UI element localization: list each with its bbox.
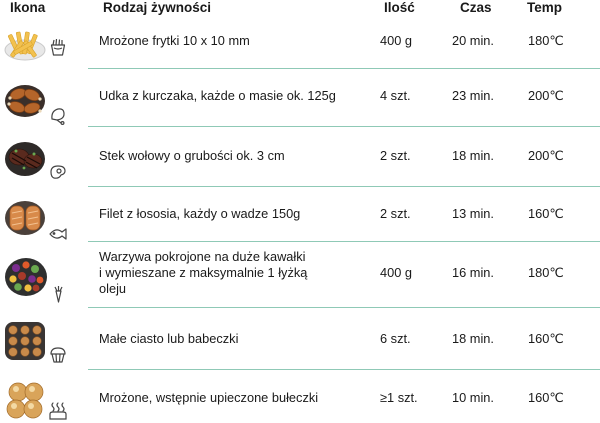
- cook-time: 18 min.: [452, 331, 494, 346]
- quantity: 6 szt.: [380, 331, 411, 346]
- food-name: oleju: [99, 281, 127, 296]
- quantity: 400 g: [380, 33, 413, 48]
- header-temp: Temp: [527, 0, 563, 15]
- muffin-icon: [48, 344, 68, 364]
- table-row: [0, 308, 600, 370]
- table-row: [0, 69, 600, 127]
- quantity: 2 szt.: [380, 206, 411, 221]
- bread-rolls-photo: [4, 378, 48, 422]
- carrot-icon: [48, 284, 68, 304]
- temperature: 200℃: [528, 148, 564, 163]
- food-name: Stek wołowy o grubości ok. 3 cm: [99, 148, 285, 163]
- steak-icon: [48, 162, 68, 182]
- fish-icon: [48, 224, 68, 244]
- food-name: Warzywa pokrojone na duże kawałki: [99, 249, 306, 264]
- header-icon: Ikona: [10, 0, 46, 15]
- cook-time: 18 min.: [452, 148, 494, 163]
- food-name: Mrożone, wstępnie upieczone bułeczki: [99, 390, 319, 405]
- food-name: Filet z łososia, każdy o wadze 150g: [99, 206, 301, 221]
- chicken-drumsticks-photo: [4, 79, 46, 119]
- temperature: 200℃: [528, 88, 564, 103]
- temperature: 160℃: [528, 390, 564, 405]
- cook-time: 13 min.: [452, 206, 494, 221]
- drumstick-icon: [48, 105, 68, 125]
- fries-icon: [48, 37, 68, 57]
- food-name: Małe ciasto lub babeczki: [99, 331, 239, 346]
- header-time: Czas: [460, 0, 492, 15]
- food-name: i wymieszane z maksymalnie 1 łyżką: [99, 265, 308, 280]
- cook-time: 20 min.: [452, 33, 494, 48]
- beef-steak-photo: [4, 137, 46, 179]
- food-name: Mrożone frytki 10 x 10 mm: [99, 33, 250, 48]
- vegetables-photo: [4, 254, 48, 298]
- food-name: Udka z kurczaka, każde o masie ok. 125g: [99, 88, 336, 103]
- header-quantity: Ilość: [384, 0, 415, 15]
- muffins-photo: [4, 320, 46, 362]
- temperature: 160℃: [528, 206, 564, 221]
- bread-icon: [48, 401, 68, 421]
- quantity: 4 szt.: [380, 88, 411, 103]
- table-header: [0, 0, 600, 20]
- table-row: [0, 187, 600, 242]
- quantity: 400 g: [380, 265, 413, 280]
- temperature: 180℃: [528, 33, 564, 48]
- cook-time: 23 min.: [452, 88, 494, 103]
- salmon-fillet-photo: [4, 197, 46, 237]
- cook-time: 16 min.: [452, 265, 494, 280]
- table-row: [0, 370, 600, 423]
- quantity: 2 szt.: [380, 148, 411, 163]
- table-row: [0, 242, 600, 308]
- temperature: 180℃: [528, 265, 564, 280]
- header-food: Rodzaj żywności: [103, 0, 212, 15]
- quantity: ≥1 szt.: [380, 390, 418, 405]
- fries-photo: [4, 24, 46, 64]
- table-row: [0, 127, 600, 187]
- table-row: [0, 20, 600, 69]
- cook-time: 10 min.: [452, 390, 494, 405]
- temperature: 160℃: [528, 331, 564, 346]
